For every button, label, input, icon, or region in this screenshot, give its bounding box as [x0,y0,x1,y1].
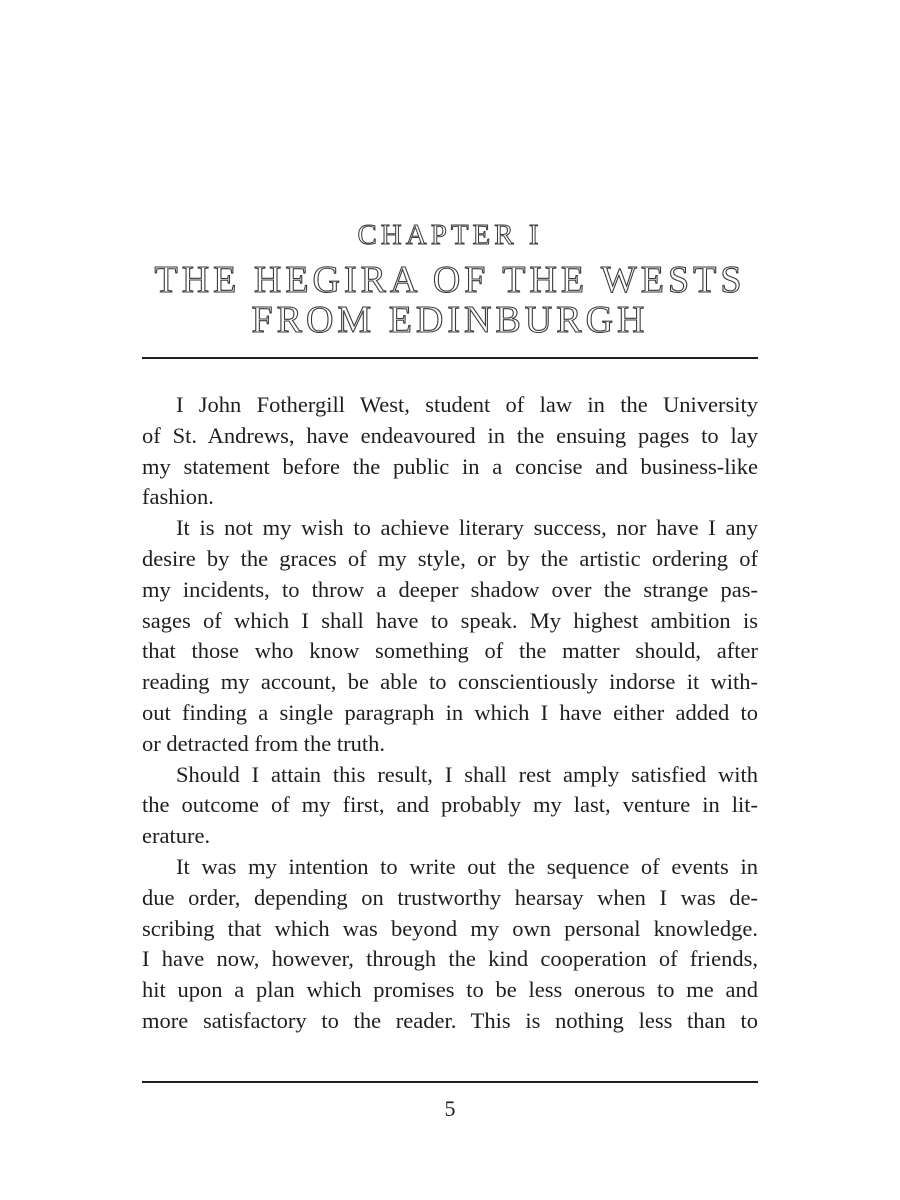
text-line: my statement before the public in a concise and business-like [142,453,758,479]
chapter-title-line: FROM EDINBURGH [251,299,649,341]
text-line: of St. Andrews, have endeavoured in the ensuing pages to lay [142,422,758,448]
text-line: or detracted from the truth. [142,730,386,756]
chapter-title [142,260,758,340]
top-rule [142,357,758,359]
text-line: I have now, however, through the kind cooperation of friends, [142,946,758,972]
paragraph [142,760,758,852]
text-line: the outcome of my first, and probably my last, venture in lit- [142,792,758,818]
paragraph [142,852,758,1037]
text-line: my incidents, to throw a deeper shadow over the strange pas- [142,576,758,602]
text-line: hit upon a plan which promises to be less onerous to me and [142,977,758,1003]
text-line: out finding a single paragraph in which I have either added to [142,699,758,725]
body-text [142,390,758,1037]
text-line: Should I attain this result, I shall rest amply satisfied with [176,761,758,787]
text-line: It was my intention to write out the sequence of events in [176,853,758,879]
paragraph [142,513,758,759]
text-line: that those who know something of the matter should, after [142,638,758,664]
page-number: 5 [444,1096,456,1121]
text-line: scribing that which was beyond my own personal knowledge. [142,915,758,941]
text-line: It is not my wish to achieve literary success, nor have I any [176,515,758,541]
bottom-rule [142,1081,758,1083]
text-line: more satisfactory to the reader. This is nothing less than to [142,1007,758,1033]
text-line: sages of which I shall have to speak. My highest ambition is [142,607,758,633]
chapter-label: CHAPTER I [357,219,543,251]
paragraph [142,390,758,513]
text-line: desire by the graces of my style, or by the artistic ordering of [142,545,758,571]
text-line: erature. [142,823,211,849]
text-line: due order, depending on trustworthy hearsay when I was de- [142,884,758,910]
text-line: fashion. [142,484,214,510]
text-line: I John Fothergill West, student of law in the University [176,392,758,417]
text-line: reading my account, be able to conscientiously indorse it with- [142,669,758,695]
chapter-title-line: THE HEGIRA OF THE WESTS [154,259,746,301]
